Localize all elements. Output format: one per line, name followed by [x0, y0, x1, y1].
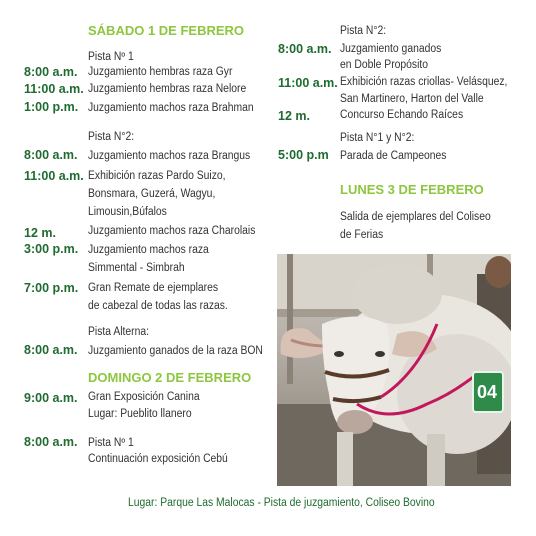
event-time: 12 m. [278, 109, 310, 123]
event-text: Juzgamiento hembras raza Nelore [88, 83, 247, 95]
event-text: Simmental - Simbrah [88, 262, 185, 274]
bull-photo [277, 254, 511, 486]
saturday-heading: SÁBADO 1 DE FEBRERO [88, 23, 245, 38]
event-text: Concurso Echando Raíces [340, 109, 464, 121]
event-text: Juzgamiento ganados [340, 43, 442, 55]
animal-number-tag: 04 [477, 382, 498, 402]
event-text: Gran Exposición Canina [88, 391, 200, 403]
event-time: 5:00 p.m [278, 148, 329, 162]
event-text: Salida de ejemplares del Coliseo [340, 211, 491, 223]
event-time: 8:00 a.m. [278, 42, 332, 56]
track-label: Pista N°1 y N°2: [340, 132, 415, 144]
event-text: Juzgamiento machos raza Brangus [88, 150, 251, 162]
event-time: 11:00 a.m. [24, 82, 84, 96]
event-time: 11:00 a.m. [24, 169, 84, 183]
event-text: Bonsmara, Guzerá, Wagyu, [88, 188, 216, 200]
monday-heading: LUNES 3 DE FEBRERO [340, 182, 484, 197]
event-time: 1:00 p.m. [24, 100, 79, 114]
event-time: 8:00 a.m. [24, 148, 78, 162]
event-text: San Martinero, Harton del Valle [340, 93, 484, 105]
event-time: 11:00 a.m. [278, 76, 338, 90]
event-time: 8:00 a.m. [24, 343, 78, 357]
event-text: Juzgamiento machos raza Charolais [88, 225, 256, 237]
event-text: Juzgamiento machos raza [88, 244, 209, 256]
event-text: Continuación exposición Cebú [88, 453, 228, 465]
event-text: Juzgamiento ganados de la raza BON [88, 345, 263, 357]
event-text: Parada de Campeones [340, 150, 447, 162]
event-text: Pista Nº 1 [88, 437, 134, 449]
event-text: Exhibición razas criollas- Velásquez, [340, 76, 508, 88]
track-label: Pista Nº 1 [88, 51, 134, 63]
event-text: Juzgamiento hembras raza Gyr [88, 66, 233, 78]
sunday-heading: DOMINGO 2 DE FEBRERO [88, 370, 252, 385]
event-text: en Doble Propósito [340, 59, 429, 71]
event-time: 8:00 a.m. [24, 65, 78, 79]
event-text: de Ferias [340, 229, 384, 241]
event-text: Gran Remate de ejemplares [88, 282, 219, 294]
event-time: 3:00 p.m. [24, 242, 79, 256]
event-text: de cabezal de todas las razas. [88, 300, 228, 312]
track-label: Pista Alterna: [88, 326, 149, 338]
venue-footer: Lugar: Parque Las Malocas - Pista de juzgamiento, Coliseo Bovino [128, 497, 435, 509]
event-time: 8:00 a.m. [24, 435, 78, 449]
track-label: Pista N°2: [88, 131, 135, 143]
event-text: Juzgamiento machos raza Brahman [88, 102, 254, 114]
event-text: Limousin,Búfalos [88, 206, 167, 218]
event-time: 7:00 p.m. [24, 281, 79, 295]
event-time: 9:00 a.m. [24, 391, 78, 405]
event-time: 12 m. [24, 226, 56, 240]
track-label: Pista N°2: [340, 25, 387, 37]
event-text: Lugar: Pueblito llanero [88, 408, 192, 420]
event-text: Exhibición razas Pardo Suizo, [88, 170, 226, 182]
